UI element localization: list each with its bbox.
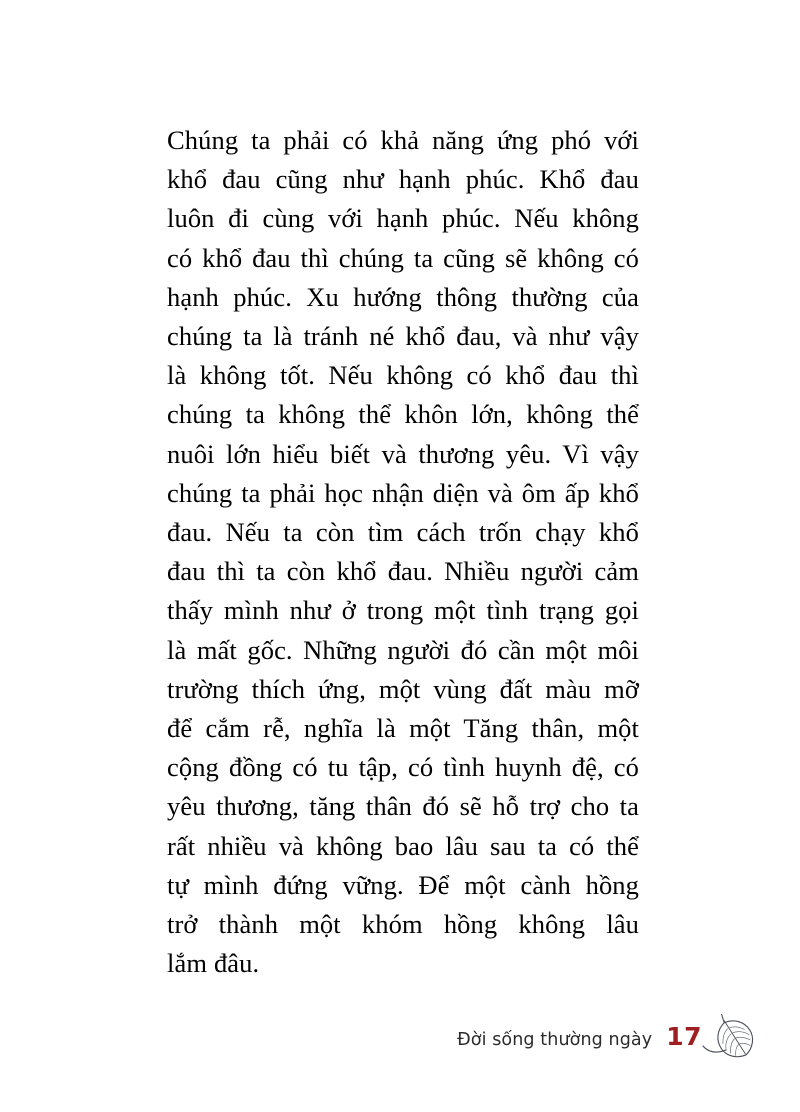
- text-line: chúng ta phải học nhận diện và ôm ấp khổ: [167, 477, 639, 508]
- text-line: trường thích ứng, một vùng đất màu mỡ: [167, 673, 639, 704]
- text-line: cộng đồng có tu tập, có tình huynh đệ, có: [167, 752, 639, 783]
- text-line: là mất gốc. Những người đó cần một môi: [167, 634, 639, 665]
- text-line: hạnh phúc. Xu hướng thông thường của: [167, 281, 639, 312]
- paragraph: [167, 121, 639, 983]
- text-line: có khổ đau thì chúng ta cũng sẽ không có: [167, 242, 639, 273]
- text-line: yêu thương, tăng thân đó sẽ hỗ trợ cho ta: [167, 791, 639, 822]
- body-text-block: [167, 121, 639, 983]
- text-line: lắm đâu.: [167, 948, 260, 979]
- text-line: chúng ta không thể khôn lớn, không thể: [167, 399, 639, 430]
- text-line: đau thì ta còn khổ đau. Nhiều người cảm: [167, 556, 639, 587]
- text-line: Chúng ta phải có khả năng ứng phó với: [167, 125, 639, 155]
- text-line: đau. Nếu ta còn tìm cách trốn chạy khổ: [167, 517, 639, 548]
- text-line: luôn đi cùng với hạnh phúc. Nếu không: [167, 203, 639, 234]
- text-line: nuôi lớn hiểu biết và thương yêu. Vì vậy: [167, 438, 639, 469]
- text-line: rất nhiều và không bao lâu sau ta có thể: [167, 830, 639, 861]
- text-line: là không tốt. Nếu không có khổ đau thì: [167, 360, 639, 391]
- text-line: để cắm rễ, nghĩa là một Tăng thân, một: [167, 713, 639, 744]
- text-line: khổ đau cũng như hạnh phúc. Khổ đau: [167, 164, 639, 195]
- running-title: Đời sống thường ngày: [457, 1030, 653, 1050]
- text-line: tự mình đứng vững. Để một cành hồng: [167, 869, 639, 900]
- text-line: chúng ta là tránh né khổ đau, và như vậy: [167, 321, 639, 352]
- page-footer: [0, 1012, 800, 1082]
- page-number: 17: [666, 1022, 702, 1051]
- text-line: thấy mình như ở trong một tình trạng gọi: [167, 595, 639, 626]
- bodhi-leaf-icon: [702, 1014, 770, 1072]
- footer-content: [457, 1022, 702, 1051]
- text-line: trở thành một khóm hồng không lâu: [167, 909, 639, 940]
